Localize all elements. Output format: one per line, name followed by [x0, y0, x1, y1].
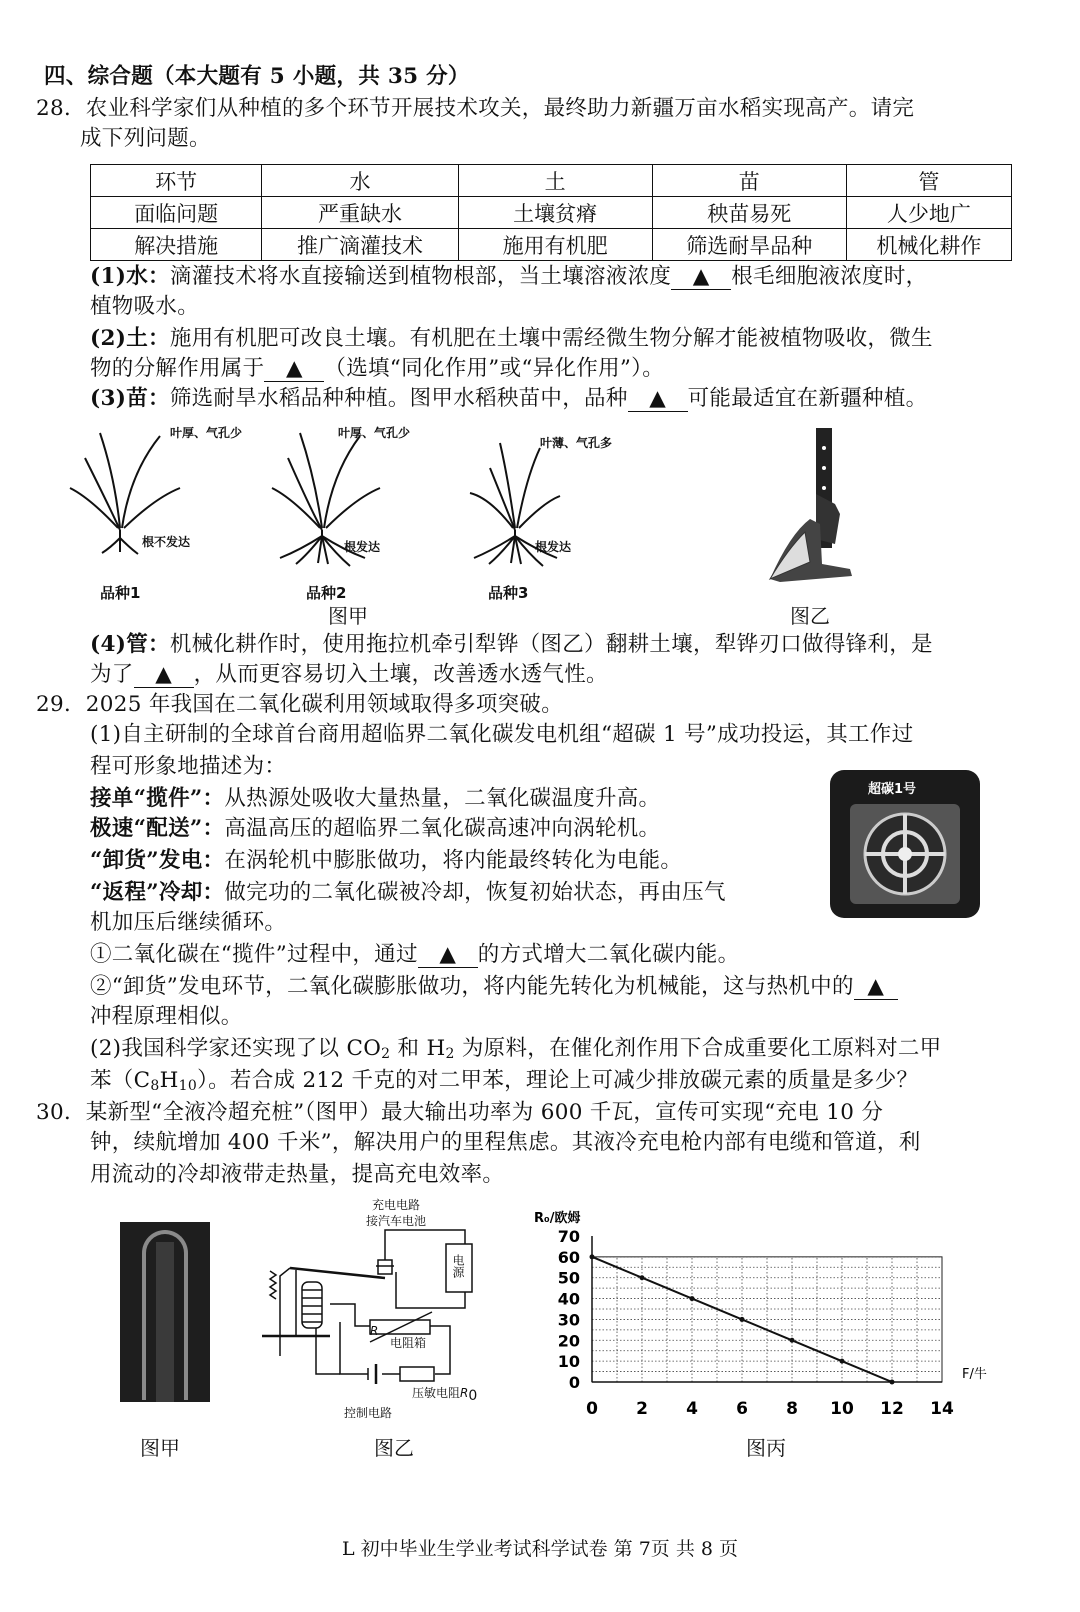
q29-sub1 — [90, 940, 739, 970]
part-label: (4)管： — [90, 632, 170, 657]
y-tick-label: 50 — [557, 1268, 580, 1288]
table-cell: 推广滴灌技术 — [262, 229, 458, 261]
plant-1-name: 品种1 — [100, 584, 141, 602]
generator-wheel-icon — [844, 800, 966, 910]
plant-2-leaf-label: 叶厚、气孔少 — [338, 426, 411, 440]
q29-step-2 — [90, 814, 660, 844]
step-text: 从热源处吸收大量热量，二氧化碳温度升高。 — [224, 786, 661, 811]
step-label: “卸货”发电： — [90, 848, 225, 873]
part-text: 机械化耕作时，使用拖拉机牵引犁铧（图乙）翻耕土壤，犁铧刃口做得锋利，是 — [169, 632, 933, 657]
q29-step-4-line2: 机加压后继续循环。 — [90, 910, 287, 935]
q29-part2-line1 — [90, 1034, 941, 1069]
table-cell: 面临问题 — [91, 197, 262, 229]
question-29-stem — [36, 690, 563, 720]
figure-a-label: 图甲 — [328, 604, 368, 628]
q29-step-4 — [90, 878, 726, 908]
subscript: 0 — [468, 1388, 478, 1404]
table-row — [91, 165, 1012, 197]
x-tick-label: 10 — [830, 1399, 854, 1419]
q28-part3 — [90, 384, 927, 414]
part-label: (1)水： — [90, 264, 170, 289]
sensor-symbol: R — [460, 1386, 469, 1400]
q29-step-1 — [90, 784, 660, 814]
data-point — [640, 1275, 645, 1280]
figure-b-label: 图乙 — [790, 604, 830, 628]
figure-b-label-q30: 图乙 — [374, 1436, 414, 1460]
answer-blank[interactable]: ▲ — [134, 663, 194, 688]
data-point — [790, 1338, 795, 1343]
q30-line3: 用流动的冷却液带走热量，提高充电效率。 — [90, 1162, 505, 1187]
q29-part2-line2 — [90, 1066, 918, 1101]
table-cell: 施用有机肥 — [458, 229, 652, 261]
table-cell: 土 — [458, 165, 652, 197]
pressure-sensor-label — [412, 1384, 477, 1404]
answer-blank[interactable]: ▲ — [854, 975, 898, 1000]
resistance-box-label: 电阻箱 — [390, 1336, 427, 1350]
section-heading: 四、综合题（本大题有 5 小题，共 35 分） — [44, 64, 470, 89]
plow-figure — [750, 424, 870, 594]
part-text: 根毛细胞液浓度时， — [731, 264, 928, 289]
stem-text: 某新型“全液冷超充桩”（图甲）最大输出功率为 600 千瓦，宣传可实现“充电 10 分 — [85, 1100, 884, 1125]
x-tick-label: 2 — [636, 1399, 648, 1419]
table-row — [91, 197, 1012, 229]
plant-3-leaf-label: 叶薄、气孔多 — [540, 436, 613, 450]
data-point — [840, 1359, 845, 1364]
subscript: 10 — [178, 1078, 198, 1094]
answer-blank[interactable]: ▲ — [264, 357, 324, 382]
part-text: ②“卸货”发电环节，二氧化碳膨胀做功，将内能先转化为机械能，这与热机中的 — [90, 974, 854, 999]
subscript: 2 — [445, 1046, 455, 1062]
part-text: 苯（C — [90, 1068, 151, 1093]
part-text: 和 H — [390, 1036, 446, 1061]
plant-3-root-label: 根发达 — [535, 540, 572, 554]
sensor-text: 压敏电阻 — [412, 1386, 461, 1400]
answer-blank[interactable]: ▲ — [418, 943, 478, 968]
plant-3-name: 品种3 — [488, 584, 529, 602]
q30-line2: 钟，续航增加 400 千米”，解决用户的里程焦虑。其液冷充电枪内部有电缆和管道，利 — [90, 1130, 921, 1155]
part-text: ①二氧化碳在“揽件”过程中，通过 — [90, 942, 418, 967]
part-text: 物的分解作用属于 — [90, 356, 265, 381]
control-circuit-label: 控制电路 — [344, 1406, 393, 1420]
y-axis-label: R₀/欧姆 — [534, 1211, 581, 1226]
circuit-diagram — [260, 1196, 480, 1416]
x-tick-label: 6 — [736, 1399, 748, 1419]
step-text: 高温高压的超临界二氧化碳高速冲向涡轮机。 — [224, 816, 661, 841]
part-text: ，从而更容易切入土壤，改善透水透气性。 — [193, 662, 608, 687]
part-text: 滴灌技术将水直接输送到植物根部，当土壤溶液浓度 — [169, 264, 672, 289]
q29-step-3 — [90, 846, 682, 876]
table-cell: 土壤贫瘠 — [458, 197, 652, 229]
circuit-top-label-2: 接汽车电池 — [366, 1214, 427, 1228]
plant-2-root-label: 根发达 — [344, 540, 381, 554]
part-text: H — [159, 1068, 179, 1093]
y-tick-label: 40 — [557, 1289, 580, 1309]
q28-part2 — [90, 324, 933, 354]
q28-part2-line2 — [90, 354, 664, 384]
question-30-stem — [36, 1098, 883, 1128]
table-cell: 秧苗易死 — [652, 197, 846, 229]
generator-label: 超碳1号 — [868, 782, 917, 797]
q29-sub2-line2: 冲程原理相似。 — [90, 1004, 243, 1029]
step-text: 做完功的二氧化碳被冷却，恢复初始状态，再由压气 — [224, 880, 726, 905]
y-tick-label: 0 — [568, 1373, 580, 1392]
page-footer: L 初中毕业生学业考试科学试卷 第 7页 共 8 页 — [341, 1538, 739, 1560]
part-text: (2)我国科学家还实现了以 CO — [90, 1036, 382, 1061]
q28-part4 — [90, 630, 933, 660]
question-number: 28． — [36, 96, 86, 121]
stem-text: 农业科学家们从种植的多个环节开展技术攻关，最终助力新疆万亩水稻实现高产。请完 — [85, 96, 915, 121]
q29-sub2 — [90, 972, 898, 1002]
generator-photo — [830, 770, 980, 918]
x-tick-label: 4 — [686, 1399, 698, 1419]
q28-part1 — [90, 262, 927, 292]
power-source-label: 电源 — [451, 1254, 465, 1278]
resistor-symbol-label: R — [370, 1324, 379, 1338]
data-point — [890, 1380, 895, 1385]
data-point — [740, 1317, 745, 1322]
plant-1-root-label: 根不发达 — [142, 535, 191, 549]
plant-1-leaf-label: 叶厚、气孔少 — [170, 426, 243, 440]
part-text: 可能最适宜在新疆种植。 — [687, 386, 928, 411]
table-cell: 筛选耐旱品种 — [652, 229, 846, 261]
answer-blank[interactable]: ▲ — [628, 387, 688, 412]
circuit-top-label-1: 充电电路 — [372, 1198, 421, 1212]
table-cell: 管 — [846, 165, 1011, 197]
stem-text: 2025 年我国在二氧化碳利用领域取得多项突破。 — [85, 692, 564, 717]
x-tick-label: 14 — [930, 1399, 954, 1419]
answer-blank[interactable]: ▲ — [671, 265, 731, 290]
table-cell: 人少地广 — [846, 197, 1011, 229]
step-text: 在涡轮机中膨胀做功，将内能最终转化为电能。 — [224, 848, 683, 873]
step-label: 接单“揽件”： — [90, 786, 225, 811]
table-cell: 水 — [262, 165, 458, 197]
table-cell: 解决措施 — [91, 229, 262, 261]
question-number: 30． — [36, 1100, 86, 1125]
part-text: 为原料，在催化剂作用下合成重要化工原料对二甲 — [454, 1036, 942, 1061]
charging-pile-photo — [120, 1222, 210, 1402]
figure-c-label: 图丙 — [746, 1436, 786, 1460]
stem-text-line2: 成下列问题。 — [80, 126, 211, 151]
y-tick-label: 20 — [557, 1331, 580, 1351]
part-text: 为了 — [90, 662, 134, 687]
data-point — [690, 1296, 695, 1301]
q29-part1-line1: (1)自主研制的全球首台商用超临界二氧化碳发电机组“超碳 1 号”成功投运，其工作过 — [90, 722, 914, 747]
y-tick-label: 70 — [557, 1227, 580, 1246]
subscript: 2 — [381, 1046, 391, 1062]
step-label: 极速“配送”： — [90, 816, 225, 841]
y-tick-label: 10 — [557, 1352, 580, 1372]
question-28-stem — [36, 94, 914, 124]
q28-part1-line2: 植物吸水。 — [90, 294, 200, 319]
agriculture-table — [90, 164, 1012, 261]
x-tick-label: 12 — [880, 1399, 904, 1419]
part-text: 筛选耐旱水稻品种种植。图甲水稻秧苗中，品种 — [169, 386, 628, 411]
part-text: 的方式增大二氧化碳内能。 — [477, 942, 740, 967]
part-text: （选填“同化作用”或“异化作用”）。 — [324, 356, 665, 381]
y-tick-label: 30 — [557, 1310, 580, 1330]
subscript: 8 — [150, 1078, 160, 1094]
table-cell: 环节 — [91, 165, 262, 197]
table-cell: 苗 — [652, 165, 846, 197]
plant-2-name: 品种2 — [306, 584, 347, 602]
table-row — [91, 229, 1012, 261]
part-text: ）。若合成 212 千克的对二甲苯，理论上可减少排放碳元素的质量是多少？ — [197, 1068, 919, 1093]
part-label: (3)苗： — [90, 386, 170, 411]
question-number: 29． — [36, 692, 86, 717]
q28-part4-line2 — [90, 660, 608, 690]
resistance-force-chart — [520, 1200, 1000, 1430]
x-tick-label: 8 — [786, 1399, 798, 1419]
part-label: (2)土： — [90, 326, 170, 351]
data-point — [590, 1254, 595, 1259]
q29-part1-line2: 程可形象地描述为： — [90, 754, 287, 779]
part-text: 施用有机肥可改良土壤。有机肥在土壤中需经微生物分解才能被植物吸收，微生 — [169, 326, 933, 351]
y-tick-label: 60 — [557, 1247, 580, 1267]
x-axis-label: F/牛 — [962, 1367, 987, 1382]
table-cell: 严重缺水 — [262, 197, 458, 229]
x-tick-label: 0 — [586, 1399, 598, 1419]
figure-a-label-q30: 图甲 — [140, 1436, 180, 1460]
table-cell: 机械化耕作 — [846, 229, 1011, 261]
step-label: “返程”冷却： — [90, 880, 225, 905]
